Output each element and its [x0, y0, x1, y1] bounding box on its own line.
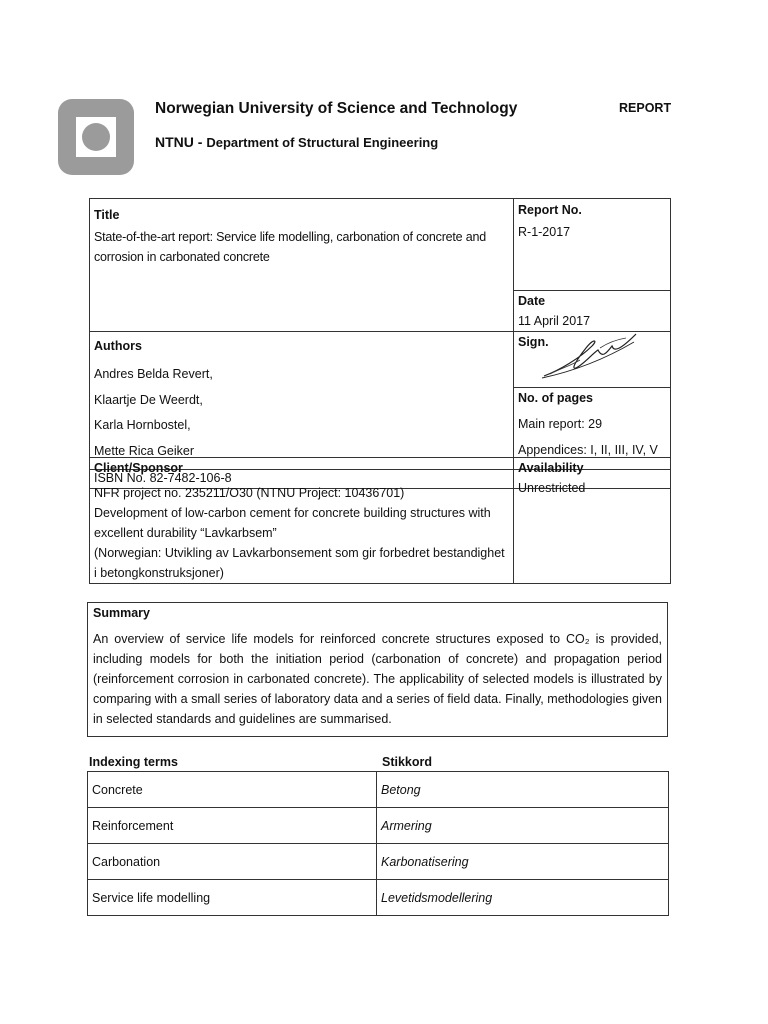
date-cell: [514, 291, 671, 332]
index-term-en: Concrete: [88, 772, 377, 808]
indexing-table: [87, 771, 669, 916]
client-line1: NFR project no. 235211/O30 (NTNU Project: 10436701): [94, 486, 405, 500]
date-label: Date: [518, 294, 546, 308]
index-term-no: Karbonatisering: [377, 844, 669, 880]
isbn-cell: ISBN No. 82-7482-106-8: [90, 470, 671, 489]
authors-list: [94, 362, 509, 464]
index-term-en: Reinforcement: [88, 808, 377, 844]
availability-cell: [514, 458, 671, 584]
client-line2: Development of low-carbon cement for concrete building structures with excellent durability “Lavkarbsem”: [94, 506, 491, 540]
summary-cell: [88, 603, 668, 737]
report-title: State-of-the-art report: Service life modelling, carbonation of concrete and corrosion in carbonated concrete: [94, 230, 486, 264]
ntnu-prefix: NTNU -: [155, 134, 203, 150]
logo-circle: [82, 123, 110, 151]
report-info-table: [89, 198, 671, 489]
appendices: Appendices: I, II, III, IV, V: [518, 443, 658, 457]
index-term-en: Carbonation: [88, 844, 377, 880]
signature-image: [540, 328, 640, 382]
summary-text: An overview of service life models for reinforced concrete structures exposed to CO₂ is provided, including models for both the initiation period (carbonation of concrete) and propagation period (reinforcement corrosion in carbonated concrete). The applicability of selected models is illustrated by comparing with a small series of laboratory data and a series of field data. Finally, methodologies given in selected standards and guidelines are summarised.: [93, 632, 662, 726]
client-table: [89, 457, 671, 584]
client-line3: (Norwegian: Utvikling av Lavkarbonsement som gir forbedret bestandighet i betongkonstruksjoner): [94, 546, 505, 580]
index-term-no: Betong: [377, 772, 669, 808]
sign-label: Sign.: [518, 335, 549, 349]
signature-cell: [514, 332, 671, 388]
stikkord-heading: Stikkord: [382, 755, 433, 769]
report-no-label: Report No.: [518, 203, 582, 217]
report-no-cell: [514, 199, 671, 291]
availability-value: Unrestricted: [518, 481, 586, 495]
date-value: 11 April 2017: [518, 314, 591, 328]
author: Andres Belda Revert,: [94, 367, 213, 381]
author: Klaartje De Weerdt,: [94, 392, 203, 407]
author: Mette Rica Geiker: [94, 443, 195, 458]
authors-cell: [90, 332, 514, 470]
report-label: REPORT: [619, 101, 672, 115]
index-term-en: Service life modelling: [88, 880, 377, 916]
index-term-no: Armering: [377, 808, 669, 844]
report-no-value: R-1-2017: [518, 225, 571, 239]
client-label: Client/Sponsor: [94, 461, 183, 475]
client-cell: [90, 458, 514, 584]
title-cell: [90, 199, 514, 332]
title-label: Title: [94, 208, 120, 222]
ntnu-logo: [58, 99, 134, 175]
department-name: Department of Structural Engineering: [206, 135, 439, 150]
index-term-no: Levetidsmodellering: [377, 880, 669, 916]
indexing-terms-heading: Indexing terms: [89, 755, 178, 769]
summary-label: Summary: [93, 606, 150, 620]
main-report-pages: Main report: 29: [518, 417, 603, 431]
author: Karla Hornbostel,: [94, 418, 191, 432]
authors-label: Authors: [94, 339, 142, 353]
availability-label: Availability: [518, 461, 584, 475]
pages-label: No. of pages: [518, 391, 594, 405]
department-line: [155, 134, 438, 150]
university-name: Norwegian University of Science and Technology: [155, 100, 518, 117]
summary-table: [87, 602, 668, 737]
